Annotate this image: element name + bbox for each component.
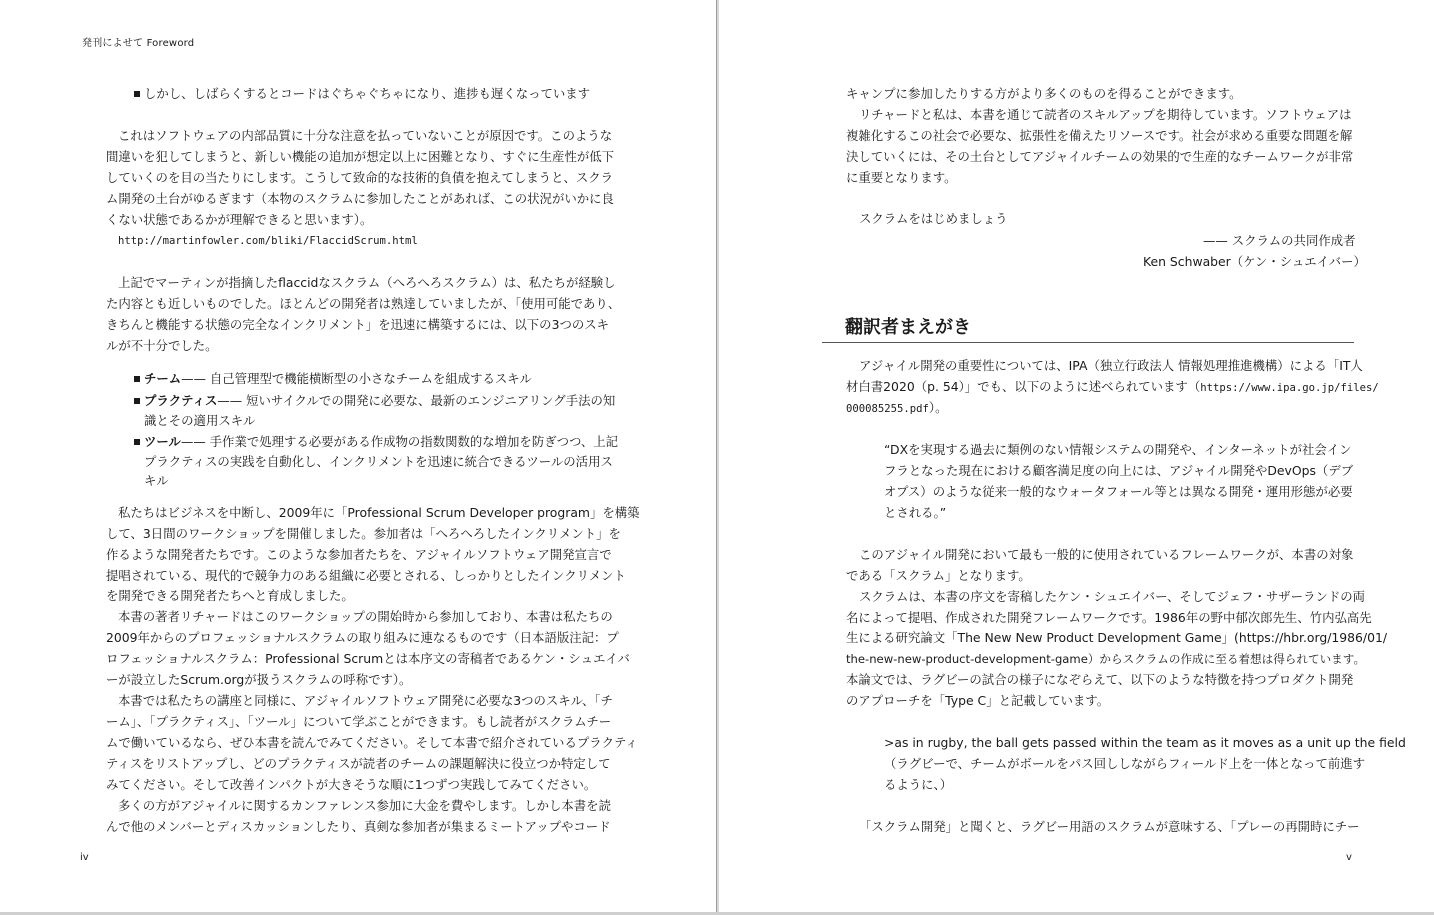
para5-line: ムで働いているなら、ぜひ本書を読んでみてください。そして本書で紹介されているプラクティ (106, 735, 638, 750)
para2-line: ルが不十分でした。 (106, 338, 218, 353)
skill-desc: —— 手作業で処理する必要がある作成物の指数関数的な増加を防ぎつつ、上記 (180, 434, 619, 449)
bullet-marker (134, 376, 140, 382)
running-head: 発刊によせて Foreword (82, 38, 195, 49)
closing-line: スクラムをはじめましょう (859, 211, 1008, 226)
bullet-text: しかし、しばらくするとコードはぐちゃぐちゃになり、進捗も遅くなっています (144, 86, 591, 101)
skill-item-tool (144, 436, 618, 448)
para2-line: 上記でマーティンが指摘したflaccidなスクラム（へろへろスクラム）は、私たちが経験し (118, 275, 616, 290)
left-page (0, 0, 716, 913)
para3-line: して、3日間のワークショップを開催しました。参加者は「へろへろしたインクリメント」を (106, 526, 621, 541)
quote1-line: フラとなった現在における顧客満足度の向上には、アジャイル開発やDevOps（デブ (884, 463, 1354, 478)
para3-line: 生による研究論文「The New New Product Development Game」(https://hbr.org/1986/01/ (846, 630, 1388, 645)
url-reference: https://www.ipa.go.jp/files/ (1200, 382, 1379, 394)
para1-line: キャンプに参加したりする方がより多くのものを得ることができます。 (846, 86, 1242, 101)
para1-line: 複雑化するこの社会で必要な、拡張性を備えたリソースです。社会が求める重要な問題を解 (846, 128, 1353, 143)
para2-text: 材白書2020（p. 54）」でも、以下のように述べられています（ (846, 379, 1201, 394)
skill-desc-cont: キル (144, 473, 169, 488)
para1-line: 間違いを犯してしまうと、新しい機能の追加が想定以上に困難となり、すぐに生産性が低下 (106, 149, 615, 164)
skill-term: チーム (144, 371, 182, 386)
para3-line: を開発できる開発者たちへと育成しました。 (106, 588, 354, 603)
para3-line: スクラムは、本書の序文を寄稿したケン・シュエイバー、そしてジェフ・サザーランドの両 (859, 589, 1366, 604)
para6-line: んで他のメンバーとディスカッションしたり、真剣な参加者が集まるミートアップやコード (106, 819, 611, 834)
signature-role: —— スクラムの共同作成者 (1203, 233, 1356, 248)
skill-desc-cont: 識とその適用スキル (144, 413, 256, 428)
skill-item-team (144, 373, 532, 385)
quote1-line: “DXを実現する過去に類例のない情報システムの開発や、インターネットが社会イン (884, 442, 1352, 457)
quote1-line: とされる。” (884, 505, 947, 520)
quote2-line: （ラグビーで、チームがボールをパス回ししながらフィールド上を一体となって前進す (884, 756, 1366, 771)
para3-line: このアジャイル開発において最も一般的に使用されているフレームワークが、本書の対象 (859, 547, 1354, 562)
para2-line (846, 402, 948, 415)
skill-term: ツール (144, 434, 181, 449)
para2-line: アジャイル開発の重要性については、IPA（独立行政法人 情報処理推進機構）による「IT人 (859, 358, 1363, 373)
para3-line: 本論文では、ラグビーの試合の様子になぞらえて、以下のような特徴を持つプロダクト開発 (846, 672, 1354, 687)
para3-line: 名によって提唱、作成された開発フレームワークです。1986年の野中郁次郎先生、竹内弘高先 (846, 610, 1372, 625)
para1-line: リチャードと私は、本書を通じて読者のスキルアップを期待しています。ソフトウェアは (859, 107, 1352, 122)
para5-line: ーム」、「プラクティス」、「ツール」について学ぶことができます。もし読者がスクラムチー (106, 714, 612, 729)
para3-line: のアプローチを「Type C」と記載しています。 (846, 693, 1110, 708)
skill-desc: —— 短いサイクルでの開発に必要な、最新のエンジニアリング手法の知 (217, 393, 616, 408)
bullet-marker (134, 91, 140, 97)
page-number: iv (80, 852, 89, 863)
para6-line: 多くの方がアジャイルに関するカンファレンス参加に大金を費やします。しかし本書を読 (118, 798, 611, 813)
para2-text: ）。 (928, 400, 948, 415)
section-title: 翻訳者まえがき (845, 317, 971, 338)
right-page (719, 0, 1434, 913)
para5-line: みてください。そして改善インパクトが大きそうな順に1つずつ実践してみてください。 (106, 777, 597, 792)
skill-term: プラクティス (144, 393, 218, 408)
skill-desc: —— 自己管理型で機能横断型の小さなチームを組成するスキル (181, 371, 532, 386)
para1-line: 決していくには、その土台としてアジャイルチームの効果的で生産的なチームワークが非常 (846, 149, 1354, 164)
para3-line: 私たちはビジネスを中断し、2009年に「Professional Scrum Developer program」を構築 (118, 505, 640, 520)
para5-line: 本書では私たちの講座と同様に、アジャイルソフトウェア開発に必要な3つのスキル、「チ (118, 693, 613, 708)
para4-line: ーが設立したScrum.orgが扱うスクラムの呼称です）。 (106, 672, 412, 687)
para1-line: これはソフトウェアの内部品質に十分な注意を払っていないことが原因です。このような (118, 128, 613, 143)
bullet-marker (134, 439, 140, 445)
section-divider (822, 342, 1354, 343)
last-line: 「スクラム開発」と聞くと、ラグビー用語のスクラムが意味する、「プレーの再開時にチー (859, 819, 1360, 834)
para4-line: ロフェッショナルスクラム：Professional Scrumとは本序文の寄稿者であるケン・シュエイバ (106, 651, 630, 666)
url-reference: 000085255.pdf (846, 403, 929, 415)
para3-line: である「スクラム」となります。 (846, 568, 1031, 583)
para1-line: に重要となります。 (846, 170, 957, 185)
para4-line: 本書の著者リチャードはこのワークショップの開始時から参加しており、本書は私たちの (118, 609, 613, 624)
quote2-line: >as in rugby, the ball gets passed within the team as it moves as a unit up the field (884, 735, 1406, 750)
para3-line: 作るような開発者たちです。このような参加者たちを、アジャイルソフトウェア開発宣言で (106, 547, 612, 562)
quote1-line: オプス）のような従来一般的なウォータフォール等とは異なる開発・運用形態が必要 (884, 484, 1353, 499)
url-reference: http://martinfowler.com/bliki/FlaccidScrum.html (118, 235, 418, 247)
para5-line: ティスをリストアップし、どのプラクティスが読者のチームの課題解決に役立つか特定して (106, 756, 611, 771)
quote2-line: るように、） (884, 777, 953, 792)
para2-line (846, 381, 1379, 394)
para3-line: the-new-new-product-development-game）からスクラムの作成に至る着想は得られています。 (846, 652, 1366, 666)
skill-desc-cont: プラクティスの実践を自動化し、インクリメントを迅速に統合できるツールの活用ス (144, 454, 613, 469)
skill-item-practice (144, 395, 615, 407)
para1-line: くない状態であるかが理解できると思います）。 (106, 212, 373, 227)
bullet-marker (134, 398, 140, 404)
signature-name: Ken Schwaber（ケン・シュエイバー） (1143, 254, 1366, 269)
para3-line: 提唱されている、現代的で競争力のある組織に必要とされる、しっかりとしたインクリメント (106, 568, 626, 583)
para2-line: た内容とも近しいものでした。ほとんどの開発者は熟達していましたが、「使用可能であり、 (106, 296, 621, 311)
para1-line: ム開発の土台がゆるぎます（本物のスクラムに参加したことがあれば、この状況がいかに良 (106, 191, 614, 206)
page-number: v (1346, 852, 1352, 863)
para4-line: 2009年からのプロフェッショナルスクラムの取り組みに連なるものです（日本語版注記：プ (106, 630, 619, 645)
para2-line: きちんと機能する状態の完全なインクリメント」を迅速に構築するには、以下の3つのスキ (106, 317, 610, 332)
para1-line: していくのを目の当たりにします。こうして致命的な技術的負債を抱えてしまうと、スクラ (106, 170, 614, 185)
